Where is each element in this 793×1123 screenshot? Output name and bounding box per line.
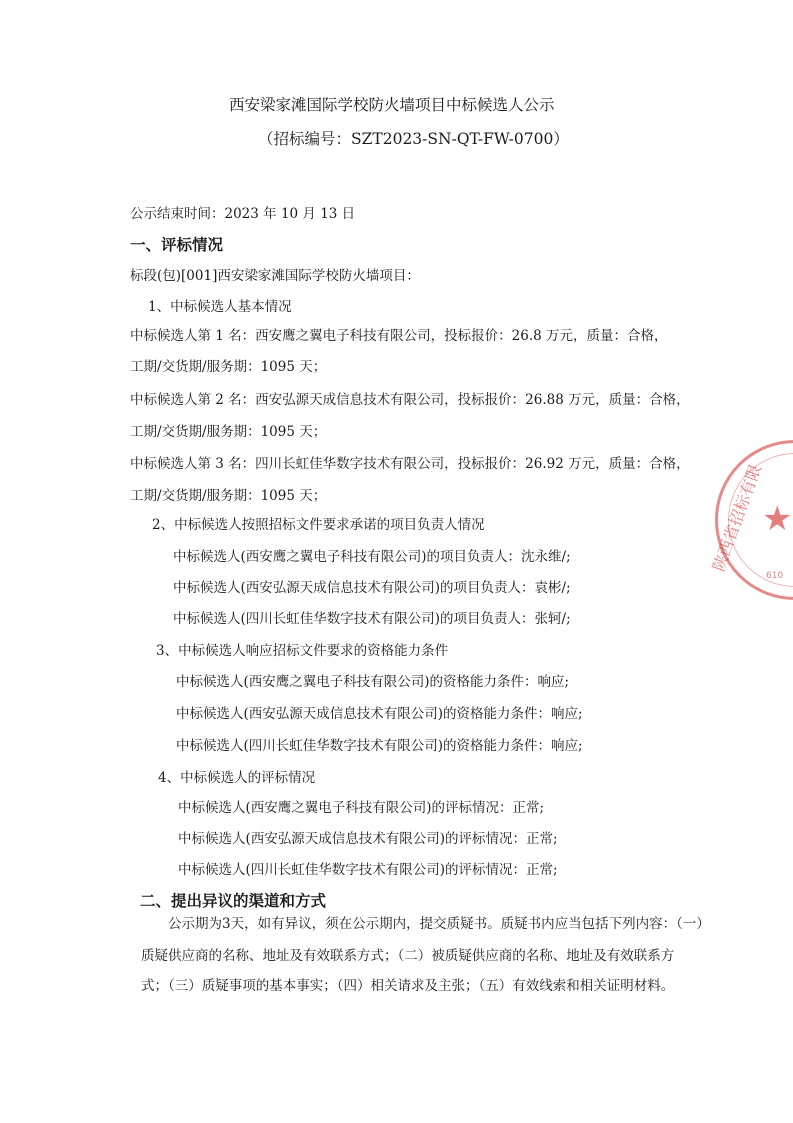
subheading-qualification: 3、中标候选人响应招标文件要求的资格能力条件 bbox=[156, 643, 449, 659]
candidate-row: 中标候选人第 1 名：西安鹰之翼电子科技有限公司，投标报价：26.8 万元，质量：合格， bbox=[130, 328, 668, 344]
section-heading-evaluation: 一、评标情况 bbox=[130, 236, 224, 254]
project-lead-row: 中标候选人(西安弘源天成信息技术有限公司)的项目负责人：袁彬/; bbox=[173, 580, 571, 596]
candidate-row: 中标候选人第 3 名：四川长虹佳华数字技术有限公司，投标报价：26.92 万元，质量：合格， bbox=[130, 456, 690, 472]
notice-end-time: 公示结束时间：2023 年 10 月 13 日 bbox=[130, 206, 356, 222]
tender-number: （招标编号：SZT2023-SN-QT-FW-0700） bbox=[258, 130, 569, 148]
qualification-row: 中标候选人(西安弘源天成信息技术有限公司)的资格能力条件：响应; bbox=[176, 706, 583, 722]
subheading-project-lead: 2、中标候选人按照招标文件要求承诺的项目负责人情况 bbox=[152, 517, 485, 533]
qualification-row: 中标候选人(四川长虹佳华数字技术有限公司)的资格能力条件：响应; bbox=[176, 738, 583, 754]
subheading-evaluation-status: 4、中标候选人的评标情况 bbox=[158, 770, 316, 786]
project-lead-row: 中标候选人(西安鹰之翼电子科技有限公司)的项目负责人：沈永维/; bbox=[173, 549, 571, 565]
official-seal-stamp bbox=[708, 440, 793, 600]
lot-line: 标段(包)[001]西安梁家滩国际学校防火墙项目： bbox=[130, 268, 420, 284]
evaluation-row: 中标候选人(四川长虹佳华数字技术有限公司)的评标情况：正常; bbox=[178, 862, 558, 878]
candidate-row: 工期/交货期/服务期：1095 天； bbox=[130, 424, 327, 440]
seal-code: 610 bbox=[766, 571, 784, 581]
objection-paragraph-line: 式；（三）质疑事项的基本事实；（四）相关请求及主张；（五）有效线索和相关证明材料。 bbox=[141, 978, 675, 994]
evaluation-row: 中标候选人(西安弘源天成信息技术有限公司)的评标情况：正常; bbox=[178, 831, 558, 847]
seal-text: 陕西省招标有限 bbox=[708, 461, 766, 574]
evaluation-row: 中标候选人(西安鹰之翼电子科技有限公司)的评标情况：正常; bbox=[178, 800, 545, 816]
section-heading-objection: 二、提出异议的渠道和方式 bbox=[140, 892, 327, 910]
subheading-basic-info: 1、中标候选人基本情况 bbox=[148, 299, 292, 315]
candidate-row: 工期/交货期/服务期：1095 天； bbox=[130, 488, 327, 504]
qualification-row: 中标候选人(西安鹰之翼电子科技有限公司)的资格能力条件：响应; bbox=[176, 674, 570, 690]
seal-star-icon: ★ bbox=[762, 499, 793, 539]
document-title: 西安梁家滩国际学校防火墙项目中标候选人公示 bbox=[229, 96, 555, 114]
objection-paragraph-line: 质疑供应商的名称、地址及有效联系方式；（二）被质疑供应商的名称、地址及有效联系方 bbox=[141, 948, 675, 964]
project-lead-row: 中标候选人(四川长虹佳华数字技术有限公司)的项目负责人：张轲/; bbox=[173, 611, 571, 627]
objection-paragraph-line: 公示期为3天，如有异议，须在公示期内，提交质疑书。质疑书内应当包括下列内容：（一） bbox=[168, 916, 710, 932]
candidate-row: 中标候选人第 2 名：西安弘源天成信息技术有限公司，投标报价：26.88 万元，质量：合格， bbox=[130, 392, 690, 408]
candidate-row: 工期/交货期/服务期：1095 天； bbox=[130, 359, 327, 375]
